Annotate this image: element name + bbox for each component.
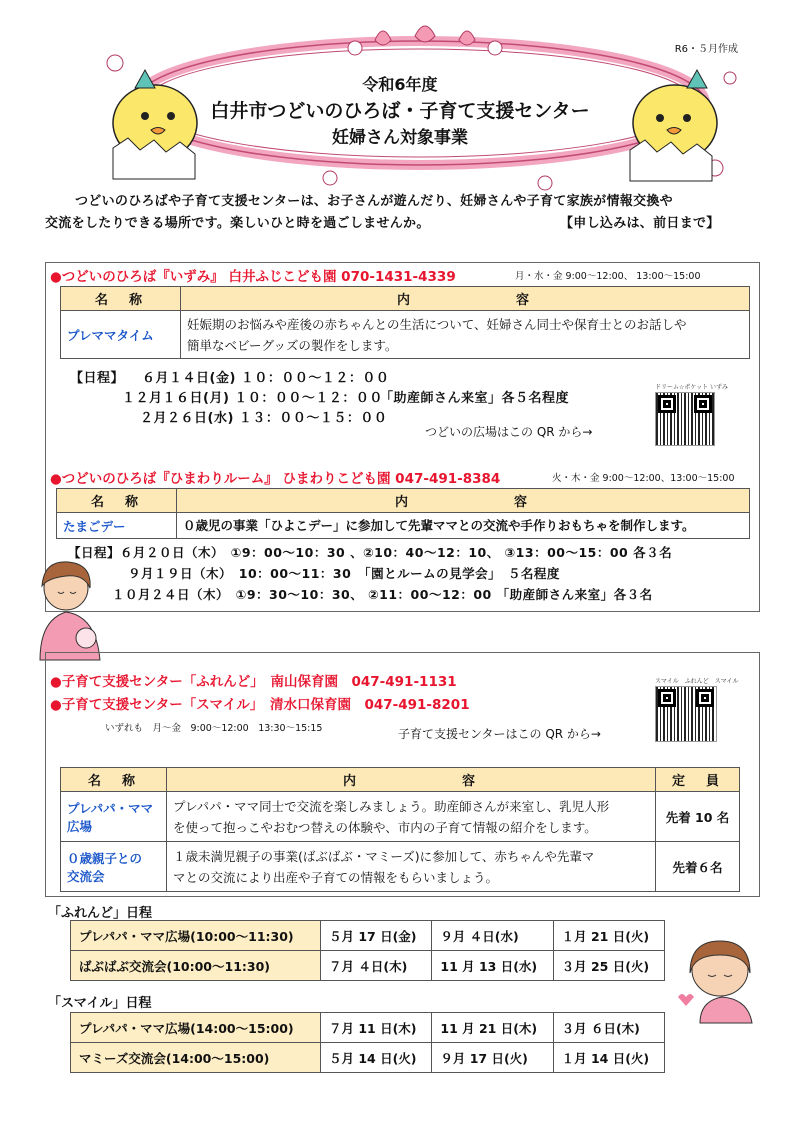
himawari-title: ●つどいのひろば『ひまわりルーム』 ひまわりこども園 047-491-8384 [50, 471, 501, 487]
centers-program-table [60, 767, 740, 892]
centers-qr-caption: スマイル ふれんど スマイル [655, 678, 739, 685]
col-content-header: 内 容 [181, 287, 750, 311]
pregnant-woman-right-icon [672, 935, 767, 1025]
izumi-qr-code-icon[interactable] [655, 392, 715, 446]
desc-line: プレパパ・ママ同士で交流を楽しみましょう。助産師さんが来室し、乳児人形 [173, 798, 610, 814]
program-name: たまごデー [57, 513, 177, 539]
schedule-date: ５月 14 日(火) [321, 1043, 432, 1073]
program-name: プレママタイム [61, 311, 181, 359]
schedule-date: ５月 17 日(金) [321, 921, 432, 951]
izumi-qr-label: つどいの広場はこの QR から→ [425, 425, 593, 439]
capacity: 先着 10 名 [656, 792, 740, 842]
centers-qr-label: 子育て支援センターはこの QR から→ [398, 727, 601, 741]
col-content-header: 内 容 [177, 489, 750, 513]
fureando-schedule-table [70, 920, 665, 981]
program-name [61, 842, 167, 892]
izumi-sched-1: ６月１４日(金) １０：００～１２：００ [142, 371, 390, 386]
name-line: 交流会 [67, 868, 105, 884]
izumi-sched-3: ２月２６日(水) １３：００～１５：００ [140, 411, 388, 426]
schedule-label: プレパパ・ママ広場(10:00～11:30) [71, 921, 321, 951]
intro-line-2: 交流をしたりできる場所です。楽しいひと時を過ごしませんか。 [45, 216, 430, 231]
name-line: ０歳親子との [67, 850, 143, 866]
intro-line-1: つどいのひろばや子育て支援センターは、お子さんが遊んだり、妊婦さんや子育て家族が情報交換や [75, 194, 673, 209]
page-title: 白井市つどいのひろば・子育て支援センター [210, 100, 590, 122]
izumi-program-table [60, 286, 750, 359]
pregnant-woman-icon [28, 560, 108, 665]
col-content-header: 内 容 [167, 768, 656, 792]
col-name-header: 名 称 [61, 768, 167, 792]
date-note: R6・５月作成 [674, 44, 738, 55]
schedule-date: ９月 17 日(火) [432, 1043, 553, 1073]
fureando-title: ●子育て支援センター「ふれんど」 南山保育園 047-491-1131 [50, 674, 457, 690]
desc-line: を使って抱っこやおむつ替えの体験や、市内の子育て情報の紹介をします。 [173, 819, 597, 835]
izumi-qr-caption: ドリーム☆ポケット いずみ [655, 384, 728, 391]
name-line: 広場 [67, 818, 93, 834]
himawari-sched-3: １０月２４日（木） ①9：30～10：30、 ②11：00～12：00 「助産師さん来室」各３名 [112, 587, 653, 602]
schedule-date: 11 月 13 日(水) [432, 951, 553, 981]
smile-title: ●子育て支援センター「スマイル」 清水口保育園 047-491-8201 [50, 697, 470, 713]
desc-line: １歳未満児親子の事業(ばぶばぶ・マミーズ)に参加して、赤ちゃんや先輩マ [173, 848, 595, 864]
table-row [61, 842, 740, 892]
izumi-sched-2-note: 「助産師さん来室」各５名程度 [380, 391, 570, 406]
izumi-sched-2: １２月１６日(月) １０：００～１２：００ [122, 391, 383, 406]
page-subtitle: 妊婦さん対象事業 [332, 128, 468, 148]
program-description [167, 842, 656, 892]
program-description: ０歳児の事業「ひよこデー」に参加して先輩ママとの交流や手作りおもちゃを制作します。 [177, 513, 750, 539]
program-name [61, 792, 167, 842]
fureando-schedule-heading: 「ふれんど」日程 [48, 906, 153, 921]
smile-schedule-table [70, 1012, 665, 1073]
capacity: 先着６名 [656, 842, 740, 892]
himawari-sched-1: 【日程】６月２０日（木） ①9：00～10：30 、②10：40～12：10、 ③13：00～15：00 各３名 [68, 545, 673, 560]
schedule-date: １月 14 日(火) [553, 1043, 664, 1073]
desc-line: 妊娠期のお悩みや産後の赤ちゃんとの生活について、妊婦さん同士や保育士とのお話しや [187, 316, 687, 332]
himawari-hours: 火・木・金 9:00～12:00、13:00～15:00 [552, 473, 735, 484]
name-line: プレパパ・ママ [67, 800, 154, 816]
col-capacity-header: 定 員 [656, 768, 740, 792]
smile-schedule-heading: 「スマイル」日程 [48, 996, 152, 1011]
schedule-date: ７月 ４日(木) [321, 951, 432, 981]
izumi-title: ●つどいのひろば『いずみ』 白井ふじこども園 070-1431-4339 [50, 269, 456, 285]
program-description [167, 792, 656, 842]
schedule-date: １月 21 日(火) [553, 921, 664, 951]
program-description [181, 311, 750, 359]
sched-label: 【日程】 [70, 371, 125, 386]
schedule-date: ９月 ４日(水) [432, 921, 553, 951]
centers-hours: いずれも 月～金 9:00～12:00 13:30～15:15 [105, 723, 323, 734]
col-name-header: 名 称 [57, 489, 177, 513]
desc-line: 簡単なベビーグッズの製作をします。 [187, 337, 398, 353]
fiscal-year-title: 令和6年度 [362, 75, 438, 94]
table-row [71, 921, 665, 951]
schedule-date: 11 月 21 日(木) [432, 1013, 553, 1043]
izumi-hours: 月・水・金 9:00～12:00、 13:00～15:00 [515, 271, 701, 282]
schedule-date: ７月 11 日(木) [321, 1013, 432, 1043]
table-row [71, 1013, 665, 1043]
himawari-program-table [56, 488, 750, 539]
schedule-date: ３月 ６日(木) [553, 1013, 664, 1043]
table-row [71, 951, 665, 981]
schedule-label: ばぶばぶ交流会(10:00～11:30) [71, 951, 321, 981]
col-name-header: 名 称 [61, 287, 181, 311]
schedule-label: マミーズ交流会(14:00～15:00) [71, 1043, 321, 1073]
centers-qr-code-icon[interactable] [655, 686, 717, 742]
table-row [61, 792, 740, 842]
schedule-label: プレパパ・ママ広場(14:00～15:00) [71, 1013, 321, 1043]
apply-note: 【申し込みは、前日まで】 [560, 216, 720, 231]
himawari-sched-2: ９月１９日（木） 10：00～11：30 「園とルームの見学会」 ５名程度 [128, 566, 560, 581]
table-row [71, 1043, 665, 1073]
schedule-date: ３月 25 日(火) [553, 951, 664, 981]
desc-line: マとの交流により出産や子育ての情報をもらいましょう。 [173, 869, 499, 885]
